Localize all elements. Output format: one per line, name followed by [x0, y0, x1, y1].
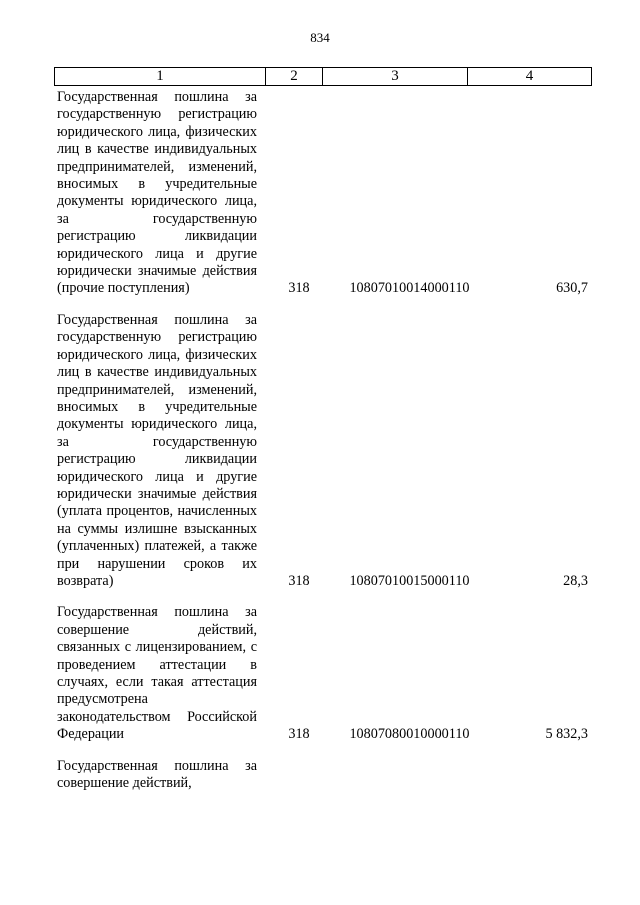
table-row — [57, 89, 592, 298]
table-row — [57, 758, 592, 793]
table-header — [54, 67, 592, 86]
row-name: Государственная пошлина за государственную регистрацию юридического лица, физических лиц в качестве индивидуальных предпринимателей, изменений, вносимых в учредительные документы юридического лица, за государственную регистрацию ликвидации юридического лица и другие юридически значимые действия (прочие поступления) — [57, 89, 257, 297]
header-col-1: 1 — [55, 68, 266, 85]
row-budget-code: 10807010015000110 — [349, 572, 470, 589]
table-row — [57, 312, 592, 591]
table-row — [57, 604, 592, 743]
header-col-3: 3 — [323, 68, 468, 85]
row-amount: 630,7 — [556, 280, 588, 297]
row-name: Государственная пошлина за совершение действий, — [57, 757, 257, 792]
row-amount: 28,3 — [563, 572, 588, 589]
row-name: Государственная пошлина за совершение действий, связанных с лицензированием, с проведением аттестации в случаях, если такая аттестация предусмотрена законодательством Российской Федерации — [57, 604, 257, 743]
row-amount: 5 832,3 — [545, 726, 588, 743]
header-col-2: 2 — [266, 68, 323, 85]
row-name: Государственная пошлина за государственную регистрацию юридического лица, физических лиц в качестве индивидуальных предпринимателей, изменений, вносимых в учредительные документы юридического лица, за государственную регистрацию ликвидации юридического лица и другие юридически значимые действия (уплата процентов, начисленных на суммы излишне взысканных (уплаченных) платежей, а также при нарушении сроков их возврата) — [57, 311, 257, 589]
row-admin-code: 318 — [288, 280, 310, 297]
header-col-4: 4 — [525, 68, 534, 84]
table-body — [57, 89, 592, 806]
row-budget-code: 10807080010000110 — [349, 726, 470, 743]
row-admin-code: 318 — [288, 572, 310, 589]
page-number: 834 — [310, 30, 330, 45]
row-admin-code: 318 — [288, 726, 310, 743]
row-budget-code: 10807010014000110 — [349, 280, 470, 297]
